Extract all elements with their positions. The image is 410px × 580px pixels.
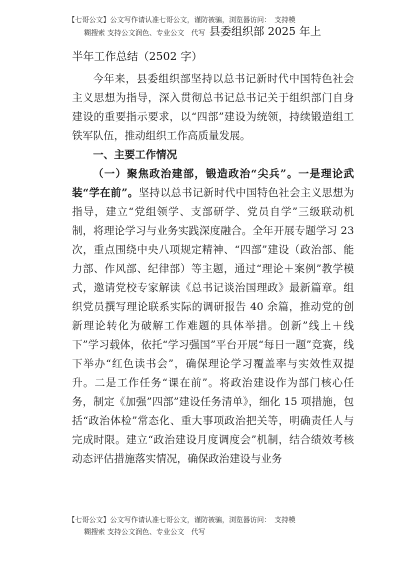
paragraph-political-building (72, 165, 354, 469)
intro-paragraph: 今年来，县委组织部坚持以总书记新时代中国特色社会主义思想为指导，深入贯彻总书记总书记关于组织部门自身建设的重要指示要求，以“四部”建设为统领，持续锻造组工铁军队伍，推动组织工作高质量发展。 (72, 73, 354, 142)
footer-watermark-note (68, 514, 368, 538)
document-title-part2: 半年工作总结（2502 字） (72, 50, 203, 63)
document-body (72, 70, 354, 469)
header-note-line1: 【七哥公文】公文写作请认准七哥公文，谨防被骗，浏览器访问： 支持模 (68, 16, 296, 24)
paragraph-lead-bold: （一）聚焦政治建部，锻造政治“尖兵”。一是理论武装“学在前”。 (72, 168, 354, 199)
header-note-line2-text: 糊搜索 支持公文润色、专业公文 代写 (84, 29, 206, 37)
section-heading-main-work: 一、主要工作情况 (93, 149, 177, 161)
footer-note-line2: 糊搜索 支持公文润色、专业公文 代写 (84, 528, 206, 536)
paragraph-rest: 坚持以总书记新时代中国特色社会主义思想为指导，建立“党组领学、支部研学、党员自学”三级联动机制，将理论学习与业务实践深度融合。全年开展专题学习 23 次，重点围绕中央八项规定精神、“四部”建设（政治部、能力部、作风部、纪律部）等主题，通过“理论＋案例”教学模式，邀请党校专家解读《总书记谈治国理政》最新篇章。组织党员撰写理论联系实际的调研报告 40 余篇，推动党的创新理论转化为破解工作难题的具体举措。创新”线上＋线下”学习载体，依托“学习强国”平台开展“每日一题”竞赛，线下举办“红色读书会”，确保理论学习覆盖率与实效性双提升。二是工作任务“课在前”。将政治建设作为部门核心任务，制定《加强”四部”建设任务清单》，细化 15 项措施，包括“政治体检”常态化、重大事项政治把关等，明确责任人与完成时限。建立“政治建设月度调度会”机制，结合绩效考核动态评估措施落实情况，确保政治建设与业务 (72, 187, 354, 465)
document-title-part1: 县委组织部 2025 年上 (209, 25, 322, 38)
header-note-line2 (68, 26, 368, 39)
header-watermark-note (68, 14, 368, 39)
footer-note-line1: 【七哥公文】公文写作请认准七哥公文，谨防被骗，浏览器访问： 支持模 (68, 516, 296, 524)
